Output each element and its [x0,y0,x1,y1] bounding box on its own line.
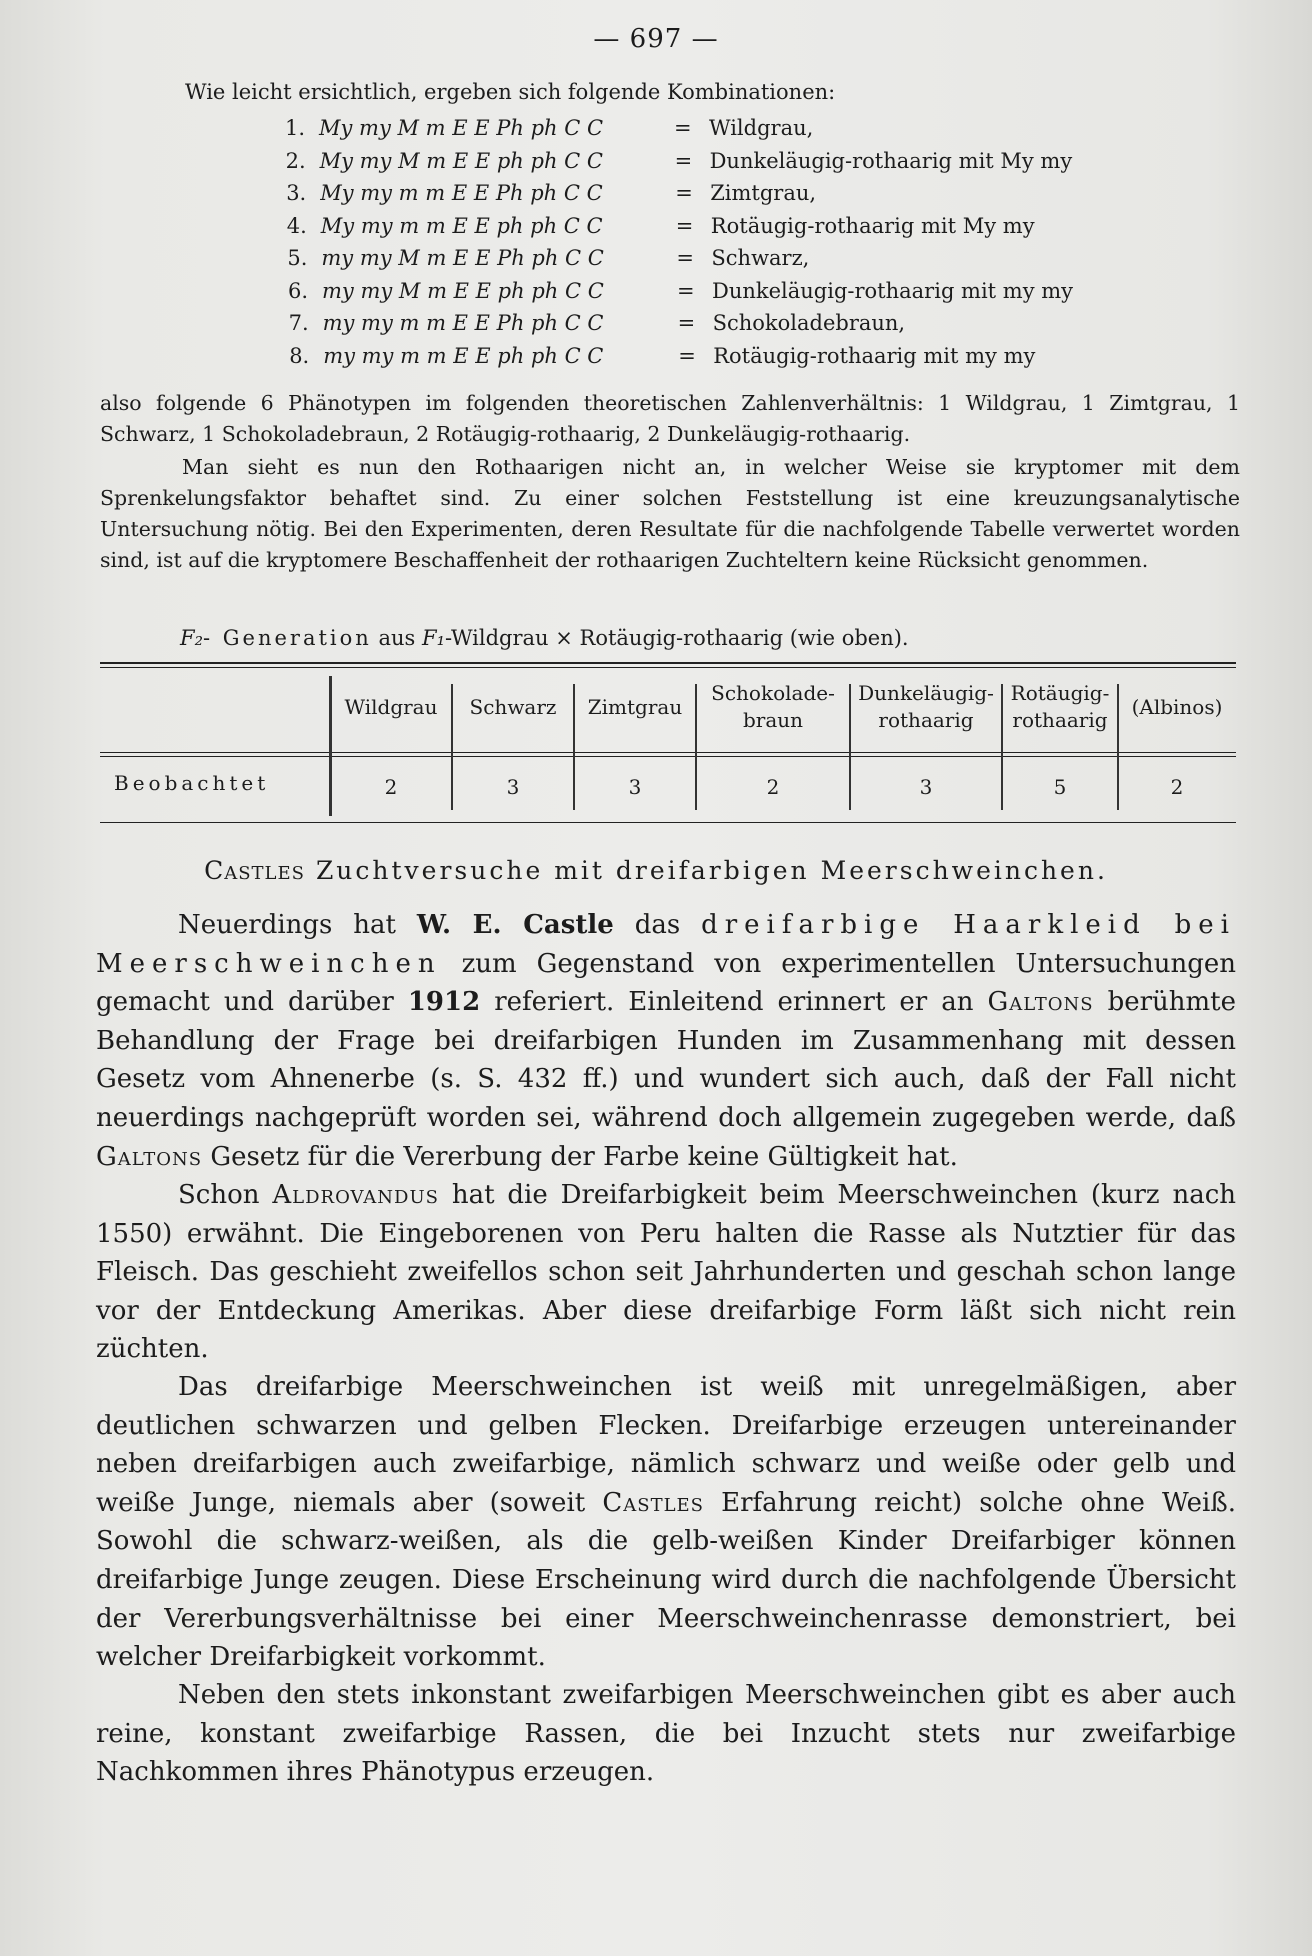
table-value: 2 [766,775,780,799]
column-header: Zimtgrau [587,695,683,719]
galton-name-2: Galtons [96,1141,203,1172]
combination-result: Wildgrau, [709,116,814,140]
table-value: 3 [506,775,520,799]
combination-equals: = [677,278,695,303]
combination-result: Schwarz, [711,246,810,270]
table-column-divider [695,684,697,810]
author-name: W. E. Castle [416,910,614,940]
combination-result: Dunkeläugig-rothaarig mit my my [712,278,1074,303]
p2-text-a: Schon [178,1180,273,1210]
column-header: (Albinos) [1131,695,1223,719]
paragraph-zweifarbig: Neben den stets inkonstant zweifarbigen Meerschweinchen gibt es aber auch reine, konstant zweifarbige Rassen, die bei Inzucht stets nur zweifarbige Nachkommen ihres Phänotypus erzeugen. [96,1680,1236,1788]
combination-equals: = [675,213,694,238]
combination-genotype: My my M m E E ph ph C C [319,148,603,173]
table-column-divider [1117,684,1119,810]
combination-result: Schokoladebraun, [712,311,906,335]
column-header: Wildgrau [344,695,438,719]
combination-genotype: my my m m E E Ph ph C C [322,311,604,335]
combination-genotype: my my m m E E ph ph C C [323,343,604,368]
combination-equals: = [675,181,693,205]
castle-name: Castles [602,1487,704,1518]
paragraph-kryptomer: Man sieht es nun den Rothaarigen nicht an, in welcher Weise sie kryptomer mit dem Sprenkelungsfaktor behaftet sind. Zu einer solchen Feststellung ist eine kreuzungsanalytische Untersuchung nötig. Bei den Experimenten, deren Resultate für die nachfolgende Tabelle verwertet worden sind, ist auf die kryptomere Beschaffenheit der rothaarigen Zuchteltern keine Rücksicht genommen. [100,455,1240,572]
combination-number: 2. [285,148,306,173]
combination-genotype: My my M m E E Ph ph C C [319,116,604,140]
combination-row [285,214,1073,247]
combination-result: Rotäugig-rothaarig mit my my [713,343,1036,368]
combination-number: 6. [288,278,309,303]
p1-text-b: das [613,910,702,940]
caption-generation: - Generation [203,626,372,650]
column-header: Rotäugig- rothaarig [1010,681,1110,732]
table-value: 2 [384,775,398,799]
p1-text-f: Gesetz für die Vererbung der Farbe keine Gültigkeit hat. [202,1141,958,1172]
year: 1912 [407,987,481,1018]
caption-end: -Wildgrau × Rotäugig-rothaarig (wie oben). [445,626,909,650]
paragraph-dreifarbig [96,1368,1236,1677]
combination-genotype: My my m m E E Ph ph C C [320,181,603,205]
combination-number: 4. [286,213,307,238]
table-value: 3 [919,775,933,799]
combination-equals: = [674,116,692,140]
p3-text-b: Erfahrung reicht) solche ohne Weiß. Sowohl die schwarz-weißen, als die gelb-weißen Kinder Dreifarbiger können dreifarbige Junge zeugen. Diese Erscheinung wird durch die nachfolgende Übersicht der Vererbungsverhältnisse bei einer Meerschweinchenrasse demonstriert, bei welcher Dreifarbigkeit vorkommt. [96,1487,1236,1673]
combination-number: 7. [288,311,309,335]
table-rule-mid-thin [100,756,1236,757]
section-title-text: Zuchtversuche mit dreifarbigen Meerschweinchen. [315,856,1108,885]
section-title [0,856,1312,885]
table-value: 5 [1053,775,1067,799]
table-column-divider [451,684,453,810]
p3-text-a: Das dreifarbige Meerschweinchen ist weiß mit unregelmäßigen, aber deutlichen schwarzen und gelben Flecken. Dreifarbige erzeugen untereinander neben dreifarbigen auch zweifarbige, nämlich schwarz und weiße oder gelb und weiße Junge, niemals aber (soweit [96,1372,1236,1518]
caption-aus: aus [371,626,422,650]
table-value: 2 [1170,775,1184,799]
combination-row [285,311,1073,344]
combination-genotype: my my M m E E Ph ph C C [321,246,604,270]
combination-row [285,279,1073,312]
combination-result: Rotäugig-rothaarig mit My my [710,213,1035,238]
caption-f1: F₁ [422,626,445,650]
combination-row [285,344,1073,377]
combination-result: Dunkeläugig-rothaarig mit My my [709,148,1073,173]
p1-text-a: Neuerdings hat [178,910,417,940]
page-number: — 697 — [593,24,719,54]
column-header: Dunkeläugig- rothaarig [858,681,994,732]
row-label-beobachtet: Beobachtet [114,771,270,795]
combination-row [285,149,1073,182]
combination-equals: = [677,311,696,335]
combination-genotype: My my m m E E ph ph C C [320,213,603,238]
galton-name: Galtons [987,987,1094,1018]
aldrovandus-name: Aldrovandus [272,1180,439,1210]
section-title-author: Castles [204,856,305,885]
table-caption [180,626,909,650]
combination-number: 3. [286,181,307,205]
column-header: Schokolade- braun [711,681,835,732]
table-column-divider [849,684,851,810]
intro-line: Wie leicht ersichtlich, ergeben sich folgende Kombinationen: [185,80,836,104]
paragraph-phenotypes: also folgende 6 Phänotypen im folgenden theoretischen Zahlenverhältnis: 1 Wildgrau, 1 Zimtgrau, 1 Schwarz, 1 Schokoladebraun, 2 Rotäugig-rothaarig, 2 Dunkeläugig-rothaarig. [100,391,1240,446]
table-column-divider [1001,684,1003,810]
table-rule-top-thin [100,667,1236,668]
table-rule-top [100,662,1236,664]
combination-result: Zimtgrau, [710,181,817,205]
table-column-divider [573,684,575,810]
table-value: 3 [628,775,642,799]
spaced-phrase: dreifarbige Haarkleid bei Meerschweinchen [96,910,1236,979]
combination-number: 5. [287,246,308,270]
combination-row [285,116,1073,149]
results-table [100,662,1236,824]
table-rule-mid [100,752,1236,753]
combination-equals: = [676,246,694,270]
combination-number: 8. [289,343,310,368]
paragraph-aldrovandus [96,1176,1236,1369]
p1-text-c: zum Gegenstand von experimentellen Untersuchungen gemacht und darüber [96,948,1236,1018]
table-column-divider [329,676,332,816]
caption-f2: F₂ [180,626,203,650]
combination-row [285,246,1073,279]
paragraph-castle [96,906,1236,1176]
combination-row [285,181,1073,214]
column-header: Schwarz [469,695,557,719]
combination-list [285,116,1073,376]
p2-text-b: hat die Dreifarbigkeit beim Meerschweinchen (kurz nach 1550) erwähnt. Die Eingeborenen von Peru halten die Rasse als Nutztier für das Fleisch. Das geschieht zweifellos schon seit Jahrhunderten und geschah schon lange vor der Entdeckung Amerikas. Aber diese dreifarbige Form läßt sich nicht rein züchten. [96,1180,1236,1365]
combination-equals: = [674,148,693,173]
table-rule-bottom [100,822,1236,823]
combination-genotype: my my M m E E ph ph C C [322,278,604,303]
combination-equals: = [678,343,696,368]
combination-number: 1. [285,116,306,140]
p1-text-d: referiert. Einleitend erinnert er an [480,987,988,1018]
p1-text-e: berühmte Behandlung der Frage bei dreifarbigen Hunden im Zusammenhang mit dessen Gesetz vom Ahnenerbe (s. S. 432 ff.) und wundert sich auch, daß der Fall nicht neuerdings nachgeprüft worden sei, während doch allgemein zugegeben werde, daß [96,987,1237,1133]
